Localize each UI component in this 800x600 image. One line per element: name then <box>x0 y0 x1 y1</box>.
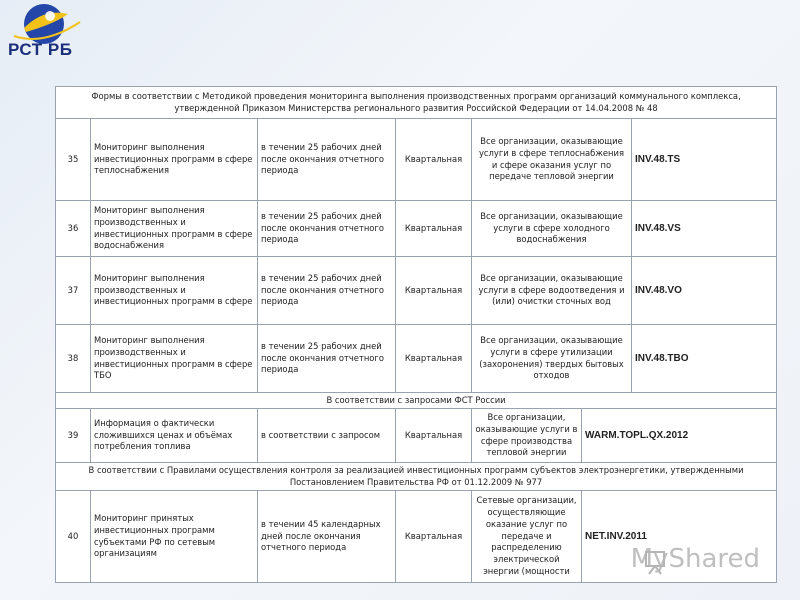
row-number: 39 <box>56 409 91 463</box>
row-code: INV.48.TS <box>632 119 777 201</box>
table-row <box>56 409 777 463</box>
watermark-text: MyShared <box>630 544 760 574</box>
row-period: Квартальная <box>396 491 472 583</box>
row-code: INV.48.VO <box>632 257 777 325</box>
table-row <box>56 201 777 257</box>
row-period: Квартальная <box>396 409 472 463</box>
row-orgs: Сетевые организации, осуществляющие оказание услуг по передаче и распределению электрической энергии (мощности <box>472 491 582 583</box>
row-deadline: в течении 25 рабочих дней после окончания отчетного периода <box>258 119 396 201</box>
row-orgs: Все организации, оказывающие услуги в сфере водоотведения и (или) очистки сточных вод <box>472 257 632 325</box>
row-deadline: в течении 45 календарных дней после окончания отчетного периода <box>258 491 396 583</box>
section-row <box>56 393 777 409</box>
section-fst-title: В соответствии с запросами ФСТ России <box>56 393 777 409</box>
table-row <box>56 325 777 393</box>
table-row <box>56 119 777 201</box>
row-name: Мониторинг принятых инвестиционных программ субъектами РФ по сетевым организациям <box>91 491 258 583</box>
row-code: WARM.TOPL.QX.2012 <box>582 409 777 463</box>
table-header-text: Формы в соответствии с Методикой проведения мониторинга выполнения производственных программ организаций коммунального комплекса, утвержденной Приказом Министерства регионального развития Российской Федерации от 14.04.2008 № 48 <box>56 87 777 119</box>
row-deadline: в соответствии с запросом <box>258 409 396 463</box>
row-orgs: Все организации, оказывающие услуги в сфере теплоснабжения и сфере оказания услуг по передаче тепловой энергии <box>472 119 632 201</box>
section-rules-title: В соответствии с Правилами осуществления контроля за реализацией инвестиционных программ субъектов электроэнергетики, утвержденными Постановлением Правительства РФ от 01.12.2009 № 977 <box>56 463 777 491</box>
row-name: Мониторинг выполнения производственных и инвестиционных программ в сфере ТБО <box>91 325 258 393</box>
row-orgs: Все организации, оказывающие услуги в сфере производства тепловой энергии <box>472 409 582 463</box>
row-orgs: Все организации, оказывающие услуги в сфере холодного водоснабжения <box>472 201 632 257</box>
row-period: Квартальная <box>396 257 472 325</box>
logo-text: РСТ РБ <box>8 40 73 59</box>
row-period: Квартальная <box>396 325 472 393</box>
section-row <box>56 463 777 491</box>
row-code: INV.48.VS <box>632 201 777 257</box>
row-number: 38 <box>56 325 91 393</box>
row-period: Квартальная <box>396 201 472 257</box>
row-code: INV.48.TBO <box>632 325 777 393</box>
row-name: Мониторинг выполнения инвестиционных программ в сфере теплоснабжения <box>91 119 258 201</box>
forms-table <box>55 86 777 583</box>
row-number: 36 <box>56 201 91 257</box>
row-number: 37 <box>56 257 91 325</box>
table-header-row <box>56 87 777 119</box>
row-name: Мониторинг выполнения производственных и инвестиционных программ в сфере <box>91 257 258 325</box>
row-name: Мониторинг выполнения производственных и инвестиционных программ в сфере водоснабжения <box>91 201 258 257</box>
table-row <box>56 257 777 325</box>
row-deadline: в течении 25 рабочих дней после окончания отчетного периода <box>258 325 396 393</box>
row-name: Информация о фактически сложившихся ценах и объёмах потребления топлива <box>91 409 258 463</box>
row-number: 35 <box>56 119 91 201</box>
row-period: Квартальная <box>396 119 472 201</box>
row-orgs: Все организации, оказывающие услуги в сфере утилизации (захоронения) твердых бытовых отходов <box>472 325 632 393</box>
row-code: NET.INV.2011 <box>582 491 777 583</box>
row-number: 40 <box>56 491 91 583</box>
row-deadline: в течении 25 рабочих дней после окончания отчетного периода <box>258 201 396 257</box>
row-deadline: в течении 25 рабочих дней после окончания отчетного периода <box>258 257 396 325</box>
